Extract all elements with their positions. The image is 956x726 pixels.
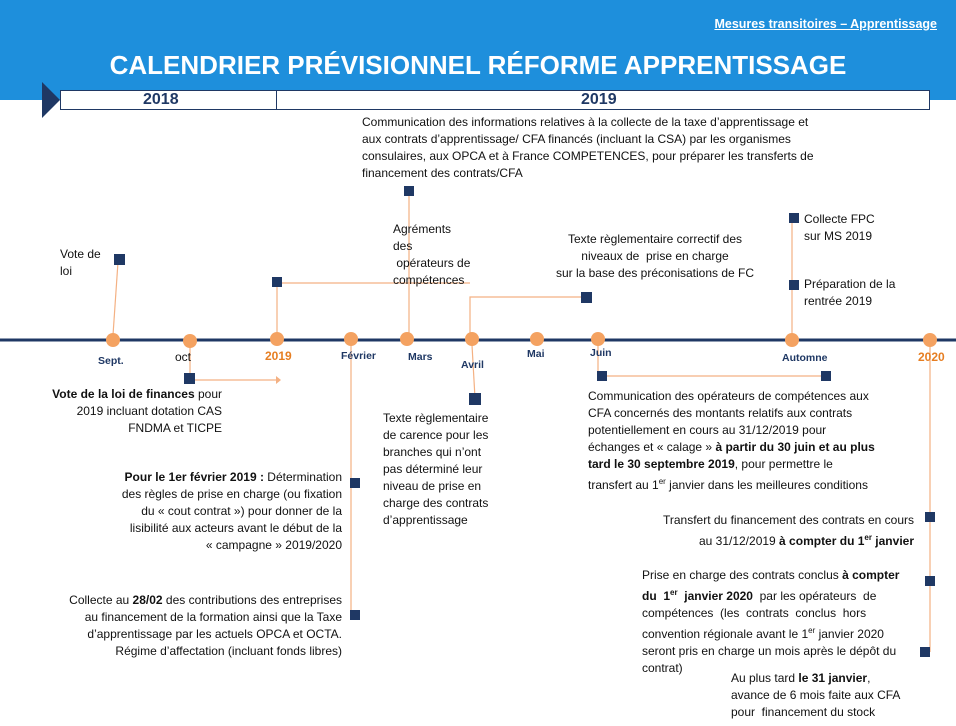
square-collecte-fpc — [789, 213, 799, 223]
label-oct: oct — [175, 350, 192, 364]
event-collecte-2802: Collecte au 28/02 des contributions des entreprises au financement de la formation ainsi que la Taxe d’apprentissage par les actuels OPCA et OCTA. Régime d’affectation (incluant fonds libres) — [69, 593, 342, 658]
label-automne: Automne — [782, 352, 828, 364]
label-2020: 2020 — [918, 350, 945, 364]
label-avril: Avril — [461, 359, 484, 371]
connector-oct — [190, 345, 276, 380]
square-2019 — [272, 277, 282, 287]
event-collecte-fpc: Collecte FPC sur MS 2019 — [804, 212, 875, 243]
event-prise-en-charge: Prise en charge des contrats conclus à compter du 1er janvier 2020 par les opérateurs de compétences (les contrats conclus hors convention régionale avant le 1er janvier 2020 seront pris en charge un mois après le dépôt du contrat) — [642, 568, 900, 675]
square-transfert — [925, 512, 935, 522]
square-vote-loi — [114, 254, 125, 265]
marker-oct — [183, 334, 197, 348]
square-juin-end — [821, 371, 831, 381]
label-fevrier: Février — [341, 350, 377, 362]
square-juin — [597, 371, 607, 381]
event-texte-correctif: Texte règlementaire correctif des niveaux de prise en charge sur la base des préconisations de FC — [555, 232, 755, 280]
year-2018-label: 2018 — [143, 91, 179, 108]
square-prise-charge — [925, 576, 935, 586]
marker-juin — [591, 332, 605, 346]
event-carence: Texte règlementaire de carence pour les branches qui n’ont pas déterminé leur niveau de prise en charge des contrats d’apprentissage — [383, 411, 489, 527]
event-vote-loi: Vote de loi — [60, 247, 101, 278]
event-communication-top: Communication des informations relatives à la collecte de la taxe d’apprentissage et aux contrats d’apprentissage/ CFA financés (incluant la CSA) par les organismes consulaires, aux OPCA et à France COMPETENCES, pour préparer les transferts de financement des contrats/CFA — [362, 115, 814, 180]
connector-avril-up — [470, 297, 583, 335]
marker-automne — [785, 333, 799, 347]
connector-sept — [113, 262, 118, 335]
square-fevrier-2 — [350, 610, 360, 620]
event-agrements: Agréments des opérateurs de compétences — [393, 222, 471, 287]
label-2019: 2019 — [265, 349, 292, 363]
marker-sept — [106, 333, 120, 347]
label-sept: Sept. — [98, 355, 124, 367]
event-transfert: Transfert du financement des contrats en cours au 31/12/2019 à compter du 1er janvier — [662, 513, 914, 548]
arrowhead-oct — [276, 376, 281, 384]
square-correctif — [581, 292, 592, 303]
year-2019-label: 2019 — [581, 91, 617, 108]
event-preparation: Préparation de la rentrée 2019 — [804, 277, 896, 308]
marker-mars — [400, 332, 414, 346]
marker-2020 — [923, 333, 937, 347]
square-preparation — [789, 280, 799, 290]
square-fevrier-1 — [350, 478, 360, 488]
connector-2019 — [277, 283, 470, 335]
page-title: CALENDRIER PRÉVISIONNEL RÉFORME APPRENTISSAGE — [109, 50, 847, 80]
marker-fevrier — [344, 332, 358, 346]
square-oct — [184, 373, 195, 384]
event-vote-finances: Vote de la loi de finances pour 2019 incluant dotation CAS FNDMA et TICPE — [52, 387, 222, 435]
event-au-plus-tard: Au plus tard le 31 janvier, avance de 6 mois faite aux CFA pour financement du stock — [731, 671, 901, 719]
square-au-plus-tard — [920, 647, 930, 657]
marker-avril — [465, 332, 479, 346]
event-fevrier-1er: Pour le 1er février 2019 : Détermination des règles de prise en charge (ou fixation du « cout contrat ») pour donner de la lisibilité aux acteurs avant le début de la « campagne » 2019/2020 — [121, 470, 342, 552]
event-communication-operateurs: Communication des opérateurs de compétences aux CFA concernés des montants relatifs aux contrats potentiellement en cours au 31/12/2019 pour échanges et « calage » à partir du 30 juin et au plus tard le 30 septembre 2019, pour permettre le transfert au 1er janvier dans les meilleures conditions — [588, 389, 875, 492]
connector-avril-down — [472, 345, 475, 398]
square-communication — [404, 186, 414, 196]
label-juin: Juin — [590, 347, 612, 359]
marker-2019 — [270, 332, 284, 346]
label-mars: Mars — [408, 351, 433, 363]
header-link[interactable]: Mesures transitoires – Apprentissage — [714, 17, 937, 31]
square-avril — [469, 393, 481, 405]
marker-mai — [530, 332, 544, 346]
label-mai: Mai — [527, 348, 545, 360]
